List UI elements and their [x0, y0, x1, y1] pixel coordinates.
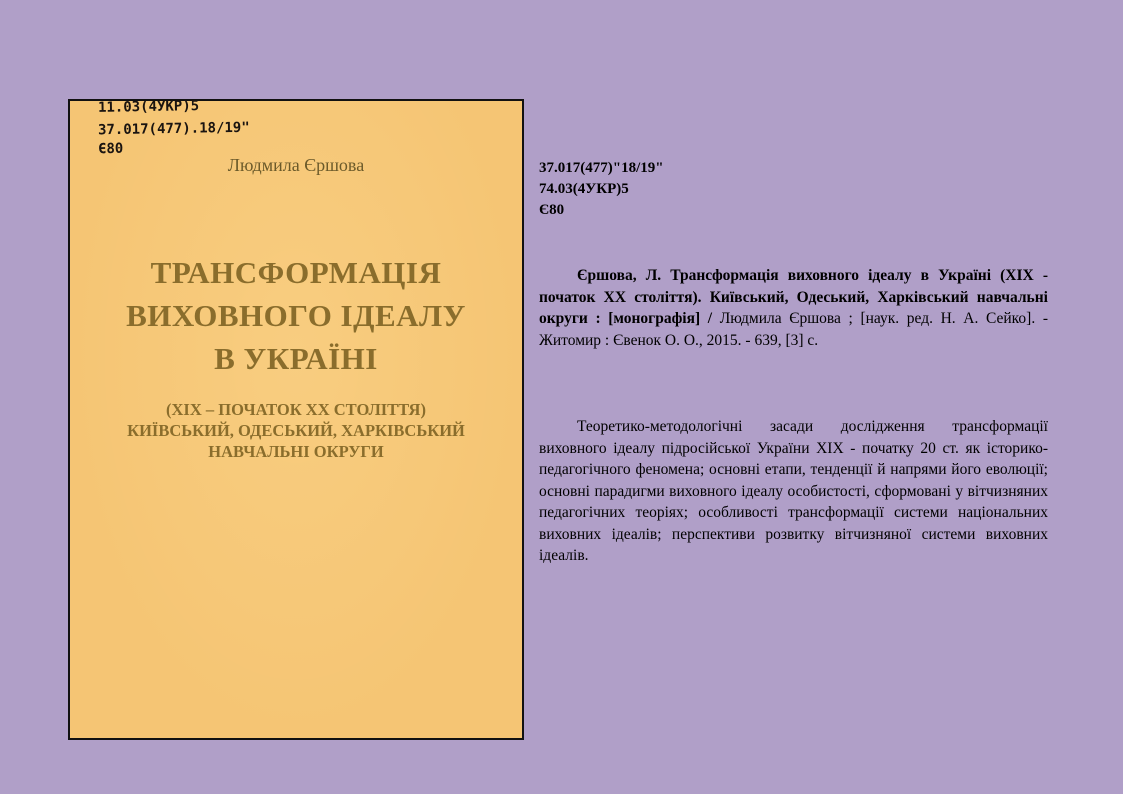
cover-subtitle-line: НАВЧАЛЬНІ ОКРУГИ	[208, 442, 384, 461]
cover-subtitle	[70, 399, 522, 462]
cover-stamp-line: 11.03(4УКР)5	[97, 98, 200, 116]
classification-codes	[539, 158, 664, 221]
udc-code: 37.017(477)"18/19"	[539, 160, 664, 176]
cover-title-line: ВИХОВНОГО ІДЕАЛУ	[126, 298, 466, 333]
annotation-text: Теоретико-методологічні засади дослідження трансформації виховного ідеалу підросійської України XIX - початку 20 ст. як історико-педагогічного феномена; основні етапи, тенденції й напрями його еволюції; основні парадигми виховного ідеалу особистості, сформовані у вітчизняних педагогічних теоріях; особливості трансформації системи національних виховних ідеалів; перспективи розвитку вітчизняної системи виховних ідеалів.	[539, 418, 1048, 564]
cover-stamp-line: Є80	[97, 140, 124, 158]
record-details: Людмила Єршова ; [наук. ред. Н. А. Сейко]. - Житомир : Євенок О. О., 2015. - 639, [3] с.	[539, 310, 1048, 349]
cover-author: Людмила Єршова	[227, 155, 365, 175]
cover-title	[70, 251, 522, 380]
cover-subtitle-line: (XIX – ПОЧАТОК XX СТОЛІТТЯ)	[166, 400, 426, 419]
bibliographic-record	[539, 265, 1048, 351]
cover-title-line: В УКРАЇНІ	[214, 341, 378, 376]
record-heading: Єршова, Л. Трансформація виховного ідеалу в Україні (XIX - початок XX століття). Київський, Одеський, Харківський навчальні округи : [монографія] /	[539, 267, 1048, 327]
cover-title-line: ТРАНСФОРМАЦІЯ	[150, 255, 442, 290]
cover-stamp-line: 37.017(477).18/19"	[97, 119, 250, 139]
book-cover-image	[68, 99, 524, 740]
author-sign: Є80	[539, 202, 565, 218]
cover-subtitle-line: КИЇВСЬКИЙ, ОДЕСЬКИЙ, ХАРКІВСЬКИЙ	[127, 421, 465, 440]
bbk-code: 74.03(4УКР)5	[539, 181, 629, 197]
